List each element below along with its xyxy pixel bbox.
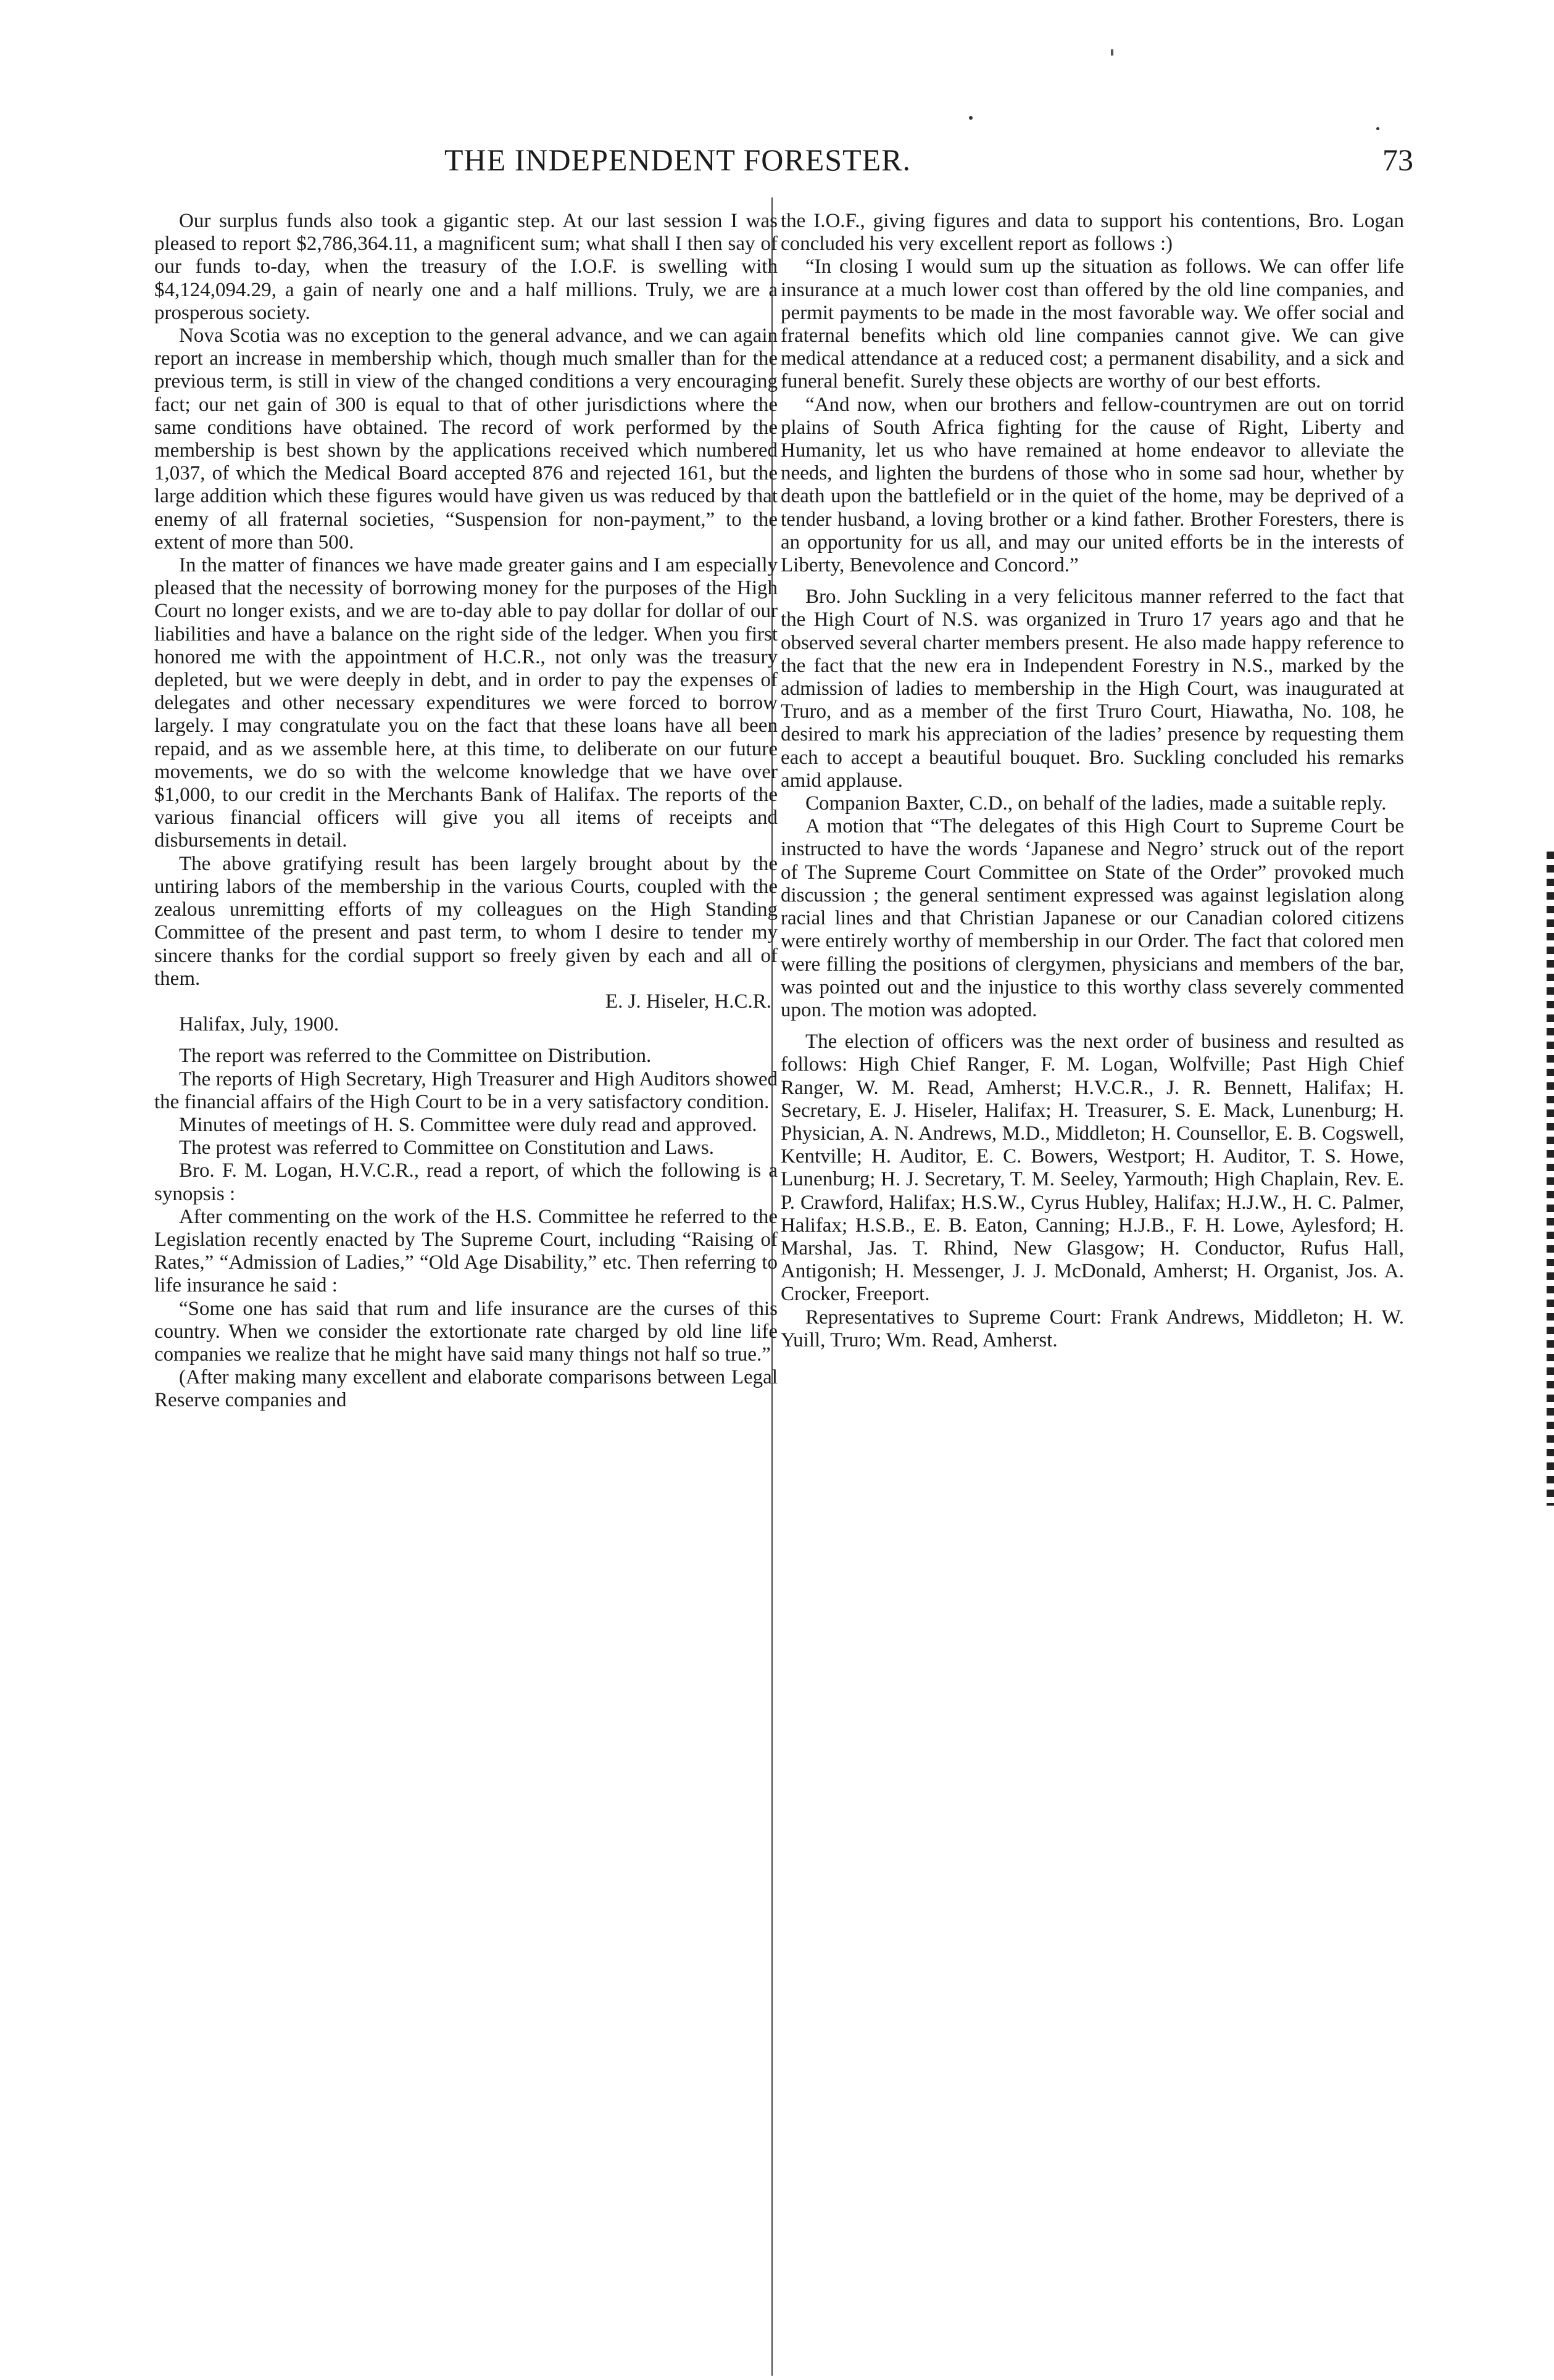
print-speck bbox=[1376, 127, 1379, 130]
page-number: 73 bbox=[1382, 143, 1413, 177]
paragraph: The report was referred to the Committee on Distribution. bbox=[179, 1045, 652, 1068]
paragraph: (After making many excellent and elaborate comparisons between Legal Reserve companies and bbox=[154, 1366, 778, 1412]
page-title: THE INDEPENDENT FORESTER. bbox=[444, 143, 912, 177]
paragraph: Nova Scotia was no exception to the general advance, and we can again report an increase in membership which, though much smaller than for the previous term, is still in view of the changed conditions a very encouraging fact; our net gain of 300 is equal to that of other jurisdictions where the same conditions have obtained. The record of work performed by the membership is best shown by the applications received which numbered 1,037, of which the Medical Board accepted 876 and rejected 161, but the large addition which these figures would have given us was reduced by that enemy of all fraternal societies, “Suspension for non-payment,” to the extent of more than 500. bbox=[154, 325, 778, 554]
paragraph: After commenting on the work of the H.S. Committee he referred to the Legislation recently enacted by The Supreme Court, including “Raising of Rates,” “Admission of Ladies,” “Old Age Disability,” etc. Then referring to life insurance he said : bbox=[154, 1205, 778, 1297]
paragraph: Minutes of meetings of H. S. Committee were duly read and approved. bbox=[179, 1113, 757, 1136]
page-header bbox=[142, 142, 1413, 191]
paragraph: In the matter of finances we have made greater gains and I am especially pleased that the necessity of borrowing money for the purposes of the High Court no longer exists, and we are to-day able to pay dollar for dollar of our liabilities and have a balance on the right side of the ledger. When you first honored me with the appointment of H.C.R., not only was the treasury depleted, but we were deeply in debt, and in order to pay the expenses of delegates and other necessary expenditures we were forced to borrow largely. I may congratulate you on the fact that these loans have all been repaid, and as we assemble here, at this time, to deliberate on our future movements, we do so with the welcome knowledge that we have over $1,000, to our credit in the Merchants Bank of Halifax. The reports of the various financial officers will give you all items of receipts and disbursements in detail. bbox=[154, 554, 778, 852]
signature-date: Halifax, July, 1900. bbox=[179, 1013, 339, 1036]
paragraph: Bro. John Suckling in a very felicitous manner referred to the fact that the High Court of N.S. was organized in Truro 17 years ago and that he observed several charter members present. He also made happy reference to the fact that the new era in Independent Forestry in N.S., marked by the admission of ladies to membership in the High Court, was inaugurated at Truro, and as a member of the first Truro Court, Hiawatha, No. 108, he desired to mark his appreciation of the ladies’ presence by requesting them each to accept a beautiful bouquet. Bro. Suckling concluded his remarks amid applause. bbox=[781, 586, 1404, 792]
paragraph: “Some one has said that rum and life insurance are the curses of this country. When we consider the extortionate rate charged by old line life companies we realize that he might have said many things not half so true.” bbox=[154, 1297, 778, 1366]
left-column bbox=[154, 210, 778, 1412]
paragraph: Representatives to Supreme Court: Frank Andrews, Middleton; H. W. Yuill, Truro; Wm. Read, Amherst. bbox=[781, 1306, 1404, 1351]
paragraph: The election of officers was the next order of business and resulted as follows: High Chief Ranger, F. M. Logan, Wolfville; Past High Chief Ranger, W. M. Read, Amherst; H.V.C.R., J. R. Bennett, Halifax; H. Secretary, E. J. Hiseler, Halifax; H. Treasurer, S. E. Mack, Lunenburg; H. Physician, A. N. Andrews, M.D., Middleton; H. Counsellor, E. B. Cogswell, Kentville; H. Auditor, E. C. Bowers, Westport; H. Auditor, T. S. Howe, Lunenburg; H. J. Secretary, T. M. Seeley, Yarmouth; High Chaplain, Rev. E. P. Crawford, Halifax; H.S.W., Cyrus Hubley, Halifax; H.J.W., H. C. Palmer, Halifax; H.S.B., E. B. Eaton, Canning; H.J.B., F. H. Lowe, Aylesford; H. Marshal, Jas. T. Rhind, New Glasgow; H. Conductor, Rufus Hall, Antigonish; H. Messenger, J. J. McDonald, Amherst; H. Organist, Jos. A. Crocker, Freeport. bbox=[781, 1030, 1404, 1306]
paragraph: The above gratifying result has been largely brought about by the untiring labors of the membership in the various Courts, coupled with the zealous unremitting efforts of my colleagues on the High Standing Committee of the present and past term, to whom I desire to tender my sincere thanks for the cordial support so freely given by each and all of them. bbox=[154, 852, 778, 990]
paragraph: A motion that “The delegates of this High Court to Supreme Court be instructed to have the words ‘Japanese and Negro’ struck out of the report of The Supreme Court Committee on State of the Order” provoked much discussion ; the general sentiment expressed was against legislation along racial lines and that Christian Japanese or our Canadian colored citizens were entirely worthy of membership in our Order. The fact that colored men were filling the positions of clergymen, physicians and members of the bar, was pointed out and the injustice to this worthy class severely commented upon. The motion was adopted. bbox=[781, 815, 1404, 1021]
signature-line bbox=[154, 990, 778, 1013]
paragraph: Companion Baxter, C.D., on behalf of the ladies, made a suitable reply. bbox=[805, 792, 1387, 815]
print-speck bbox=[1111, 49, 1113, 56]
paragraph: “And now, when our brothers and fellow-countrymen are out on torrid plains of South Africa fighting for the cause of Right, Liberty and Humanity, let us who have remained at home endeavor to alleviate the needs, and lighten the burdens of those who in some sad hour, whether by death upon the battlefield or in the quiet of the home, may be deprived of a tender husband, a loving brother or a kind father. Brother Foresters, there is an opportunity for us all, and may our united efforts be in the interests of Liberty, Benevolence and Concord.” bbox=[781, 393, 1404, 577]
paragraph: “In closing I would sum up the situation as follows. We can offer life insurance at a much lower cost than offered by the old line companies, and permit payments to be made in the most favorable way. We offer social and fraternal benefits which old line companies cannot give. We can give medical attendance at a reduced cost; a permanent disability, and a sick and funeral benefit. Surely these objects are worthy of our best efforts. bbox=[781, 255, 1404, 393]
paragraph: the I.O.F., giving figures and data to support his contentions, Bro. Logan concluded his very excellent report as follows :) bbox=[781, 210, 1404, 255]
paragraph: Our surplus funds also took a gigantic step. At our last session I was pleased to report $2,786,364.11, a magnificent sum; what shall I then say of our funds to-day, when the treasury of the I.O.F. is swelling with $4,124,094.29, a gain of nearly one and a half millions. Truly, we are a prosperous society. bbox=[154, 210, 778, 324]
paragraph: Bro. F. M. Logan, H.V.C.R., read a report, of which the following is a synopsis : bbox=[154, 1159, 778, 1205]
print-speck bbox=[969, 116, 973, 120]
right-column bbox=[781, 210, 1404, 1352]
paragraph: The protest was referred to Committee on Constitution and Laws. bbox=[179, 1137, 714, 1159]
paragraph: The reports of High Secretary, High Treasurer and High Auditors showed the financial affairs of the High Court to be in a very satisfactory condition. bbox=[154, 1068, 778, 1113]
signature-name: E. J. Hiseler, H.C.R. bbox=[605, 990, 771, 1013]
page-edge-mark bbox=[1547, 852, 1554, 1506]
